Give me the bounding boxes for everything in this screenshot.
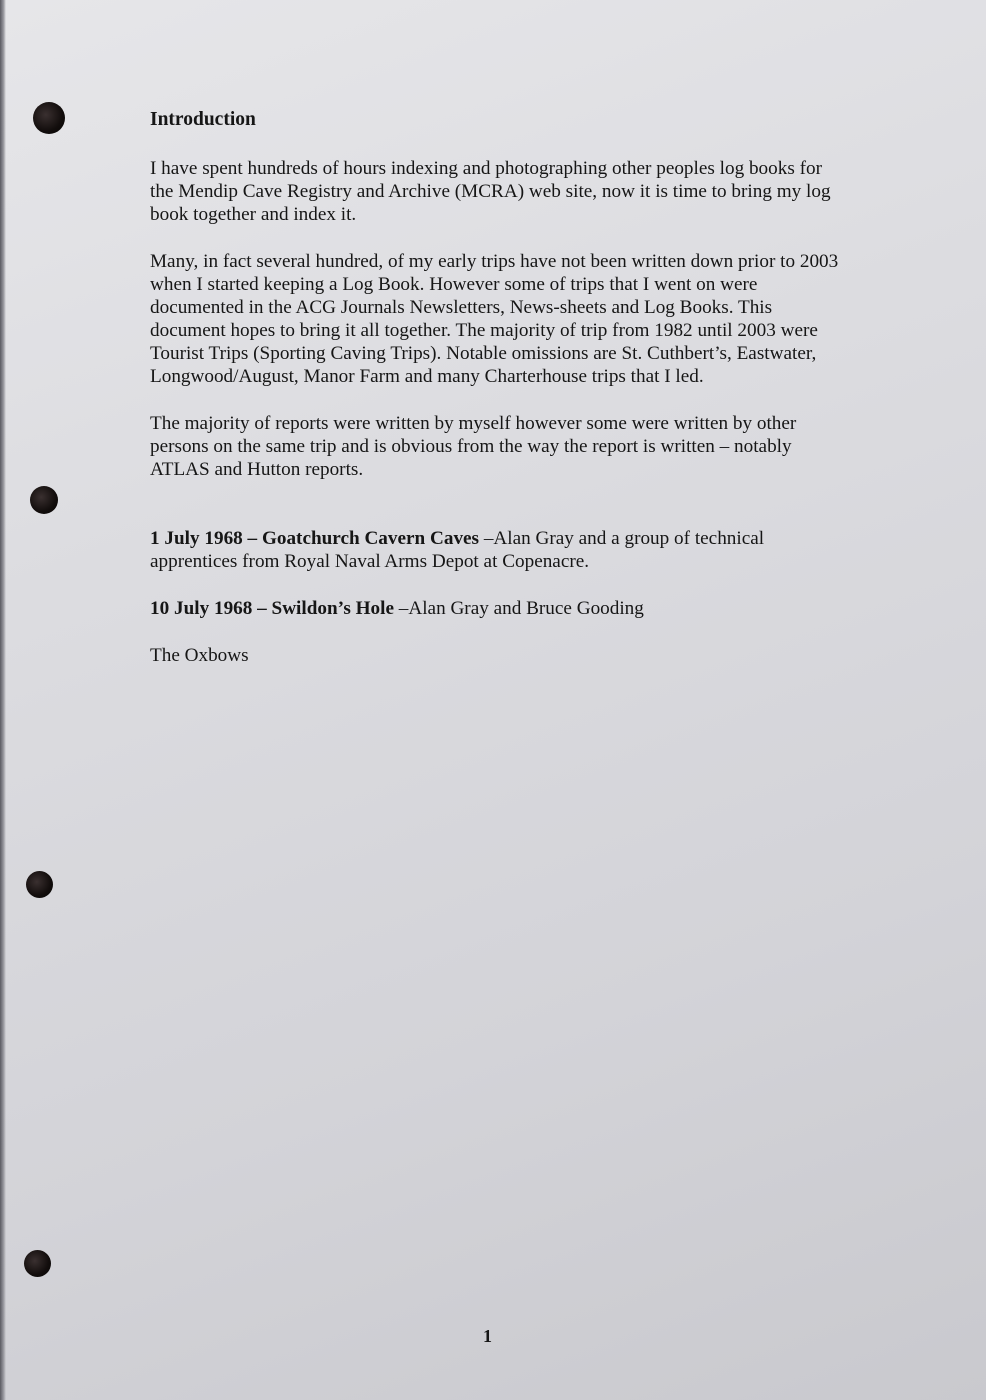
- document-body: [150, 108, 840, 691]
- intro-paragraph: The majority of reports were written by myself however some were written by other persons on the same trip and is obvious from the way the report is written – notably ATLAS and Hutton reports.: [150, 413, 797, 480]
- log-entry: [150, 527, 840, 573]
- log-entry-detail: –Alan Gray and a group of technical apprentices from Royal Naval Arms Depot at Copenacre.: [150, 528, 765, 572]
- intro-paragraph: Many, in fact several hundred, of my early trips have not been written down prior to 2003 when I started keeping a Log Book. However some of trips that I went on were documented in the ACG Journals Newsletters, News-sheets and Log Books. This document hopes to bring it all together. The majority of trip from 1982 until 2003 were Tourist Trips (Sporting Caving Trips). Notable omissions are St. Cuthbert’s, Eastwater, Longwood/August, Manor Farm and many Charterhouse trips that I led.: [150, 251, 839, 387]
- log-entry: [150, 597, 840, 620]
- log-note: The Oxbows: [150, 645, 249, 666]
- log-entry-detail: –Alan Gray and Bruce Gooding: [393, 598, 644, 619]
- punch-hole: [33, 102, 65, 134]
- punch-hole: [24, 1250, 51, 1277]
- punch-hole: [26, 871, 53, 898]
- intro-paragraph: I have spent hundreds of hours indexing and photographing other peoples log books for the Mendip Cave Registry and Archive (MCRA) web site, now it is time to bring my log book together and index it.: [150, 158, 831, 225]
- log-entry-title: 1 July 1968 – Goatchurch Cavern Caves: [150, 528, 480, 549]
- punch-hole: [30, 486, 58, 514]
- log-entry-title: 10 July 1968 – Swildon’s Hole: [150, 598, 394, 619]
- section-heading: Introduction: [150, 109, 256, 130]
- page-number: 1: [483, 1326, 492, 1346]
